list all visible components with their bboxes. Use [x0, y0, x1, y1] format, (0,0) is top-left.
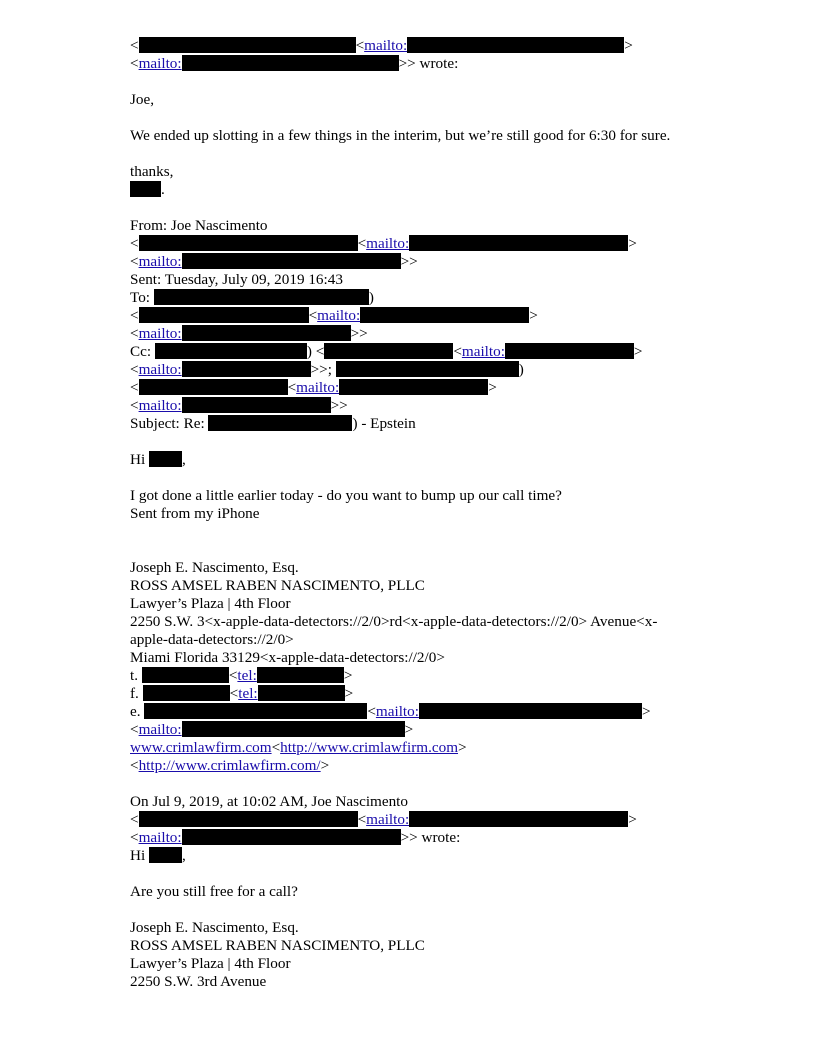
redaction — [182, 253, 401, 269]
redaction — [258, 685, 345, 701]
mailto-link[interactable]: mailto: — [364, 37, 408, 54]
signature-email-mailto: <mailto: > — [130, 721, 414, 738]
redaction — [182, 325, 351, 341]
redaction — [149, 451, 182, 467]
website-http-slash-link[interactable]: http://www.crimlawfirm.com/ — [138, 757, 321, 774]
mailto-link[interactable]: mailto: — [138, 829, 182, 846]
to-label: To: — [130, 289, 154, 306]
reply-signature — [130, 181, 700, 199]
mailto-link[interactable]: mailto: — [138, 361, 182, 378]
cc-email-line: < <mailto: > — [130, 379, 497, 396]
mailto-link[interactable]: mailto: — [375, 703, 419, 720]
redaction — [139, 235, 358, 251]
mailto-link[interactable]: mailto: — [461, 343, 505, 360]
from-email-line: < <mailto: > — [130, 235, 637, 252]
signature-website: www.crimlawfirm.com<http://www.crimlawfirm.com> — [130, 739, 467, 756]
signature-firm: ROSS AMSEL RABEN NASCIMENTO, PLLC — [130, 577, 425, 594]
cc-line: Cc: ) < <mailto: > — [130, 343, 643, 360]
mailto-link[interactable]: mailto: — [138, 55, 182, 72]
lt: < — [130, 37, 139, 54]
redaction — [142, 667, 229, 683]
redaction — [143, 685, 230, 701]
website-http-link[interactable]: http://www.crimlawfirm.com — [280, 739, 459, 756]
redaction — [182, 361, 311, 377]
cc-mailto-line: <mailto: >>; ) — [130, 361, 524, 378]
redaction — [257, 667, 344, 683]
redaction — [155, 343, 307, 359]
cc-label: Cc: — [130, 343, 155, 360]
tel-link[interactable]: tel: — [237, 667, 257, 684]
signature-city: Miami Florida 33129<x-apple-data-detectors://2/0> — [130, 649, 445, 666]
reply-paragraph: We ended up slotting in a few things in the interim, but we’re still good for 6:30 for sure. — [130, 127, 671, 144]
original-greeting: Hi , — [130, 847, 186, 864]
original-mailto-line: <mailto: >> wrote: — [130, 829, 461, 846]
redaction — [139, 379, 288, 395]
header-line-1 — [130, 37, 700, 55]
signature-address: 2250 S.W. 3<x-apple-data-detectors://2/0>rd<x-apple-data-detectors://2/0> Avenue<x-apple-data-detectors://2/0> — [130, 613, 658, 648]
signature-phone: t. <tel: > — [130, 667, 353, 684]
redaction — [182, 55, 399, 71]
mailto-link[interactable]: mailto: — [138, 325, 182, 342]
mailto-link[interactable]: mailto: — [366, 235, 410, 252]
signature-fax: f. <tel: > — [130, 685, 354, 702]
signature-email: e. <mailto: > — [130, 703, 651, 720]
redaction — [339, 379, 488, 395]
lt: < — [355, 37, 365, 54]
redaction — [324, 343, 453, 359]
redaction — [149, 847, 182, 863]
redaction — [139, 307, 309, 323]
redaction — [407, 37, 624, 53]
to-mailto-line: <mailto: >> — [130, 325, 368, 342]
redaction — [144, 703, 367, 719]
original-sig-address: 2250 S.W. 3rd Avenue — [130, 973, 267, 990]
tel-link[interactable]: tel: — [238, 685, 258, 702]
original-email-line: < <mailto: > — [130, 811, 637, 828]
from-line: From: Joe Nascimento — [130, 217, 268, 234]
original-sig-firm: ROSS AMSEL RABEN NASCIMENTO, PLLC — [130, 937, 425, 954]
redaction — [208, 415, 352, 431]
to-email-line: < <mailto: > — [130, 307, 538, 324]
redaction — [139, 811, 358, 827]
redaction — [505, 343, 634, 359]
message2-line-2: Sent from my iPhone — [130, 505, 260, 522]
period: . — [161, 181, 165, 198]
original-sig-plaza: Lawyer’s Plaza | 4th Floor — [130, 955, 291, 972]
redaction — [182, 829, 401, 845]
website-link[interactable]: www.crimlawfirm.com — [130, 739, 272, 756]
original-sig-name: Joseph E. Nascimento, Esq. — [130, 919, 299, 936]
wrote-text: >> wrote: — [398, 55, 459, 72]
reply-signoff: thanks, — [130, 163, 174, 180]
redaction — [154, 289, 369, 305]
redaction — [139, 37, 356, 53]
reply-greeting: Joe, — [130, 91, 155, 108]
subject-line: Subject: Re: ) - Epstein — [130, 415, 416, 432]
lt: < — [130, 55, 139, 72]
signature-plaza: Lawyer’s Plaza | 4th Floor — [130, 595, 291, 612]
to-line: To: ) — [130, 289, 374, 306]
mailto-link[interactable]: mailto: — [366, 811, 410, 828]
original-question: Are you still free for a call? — [130, 883, 298, 900]
email-document — [130, 37, 700, 991]
redaction — [336, 361, 519, 377]
gt: > — [624, 37, 633, 54]
header-line-2 — [130, 55, 700, 73]
redaction — [182, 397, 331, 413]
mailto-link[interactable]: mailto: — [138, 253, 182, 270]
mailto-link[interactable]: mailto: — [317, 307, 361, 324]
redaction — [182, 721, 405, 737]
redaction — [419, 703, 642, 719]
cc-mailto-line-2: <mailto: >> — [130, 397, 348, 414]
signature-website-2: <http://www.crimlawfirm.com/> — [130, 757, 330, 774]
message2-line-1: I got done a little earlier today - do you want to bump up our call time? — [130, 487, 562, 504]
subject-label: Subject: Re: — [130, 415, 209, 432]
redaction — [409, 811, 628, 827]
sent-line: Sent: Tuesday, July 09, 2019 16:43 — [130, 271, 343, 288]
original-intro: On Jul 9, 2019, at 10:02 AM, Joe Nascimento — [130, 793, 408, 810]
mailto-link[interactable]: mailto: — [138, 397, 182, 414]
redaction — [130, 181, 161, 197]
message2-greeting: Hi , — [130, 451, 186, 468]
redaction — [409, 235, 628, 251]
mailto-link[interactable]: mailto: — [138, 721, 182, 738]
mailto-link[interactable]: mailto: — [296, 379, 340, 396]
from-mailto-line: <mailto: >> — [130, 253, 418, 270]
signature-name: Joseph E. Nascimento, Esq. — [130, 559, 299, 576]
redaction — [360, 307, 529, 323]
